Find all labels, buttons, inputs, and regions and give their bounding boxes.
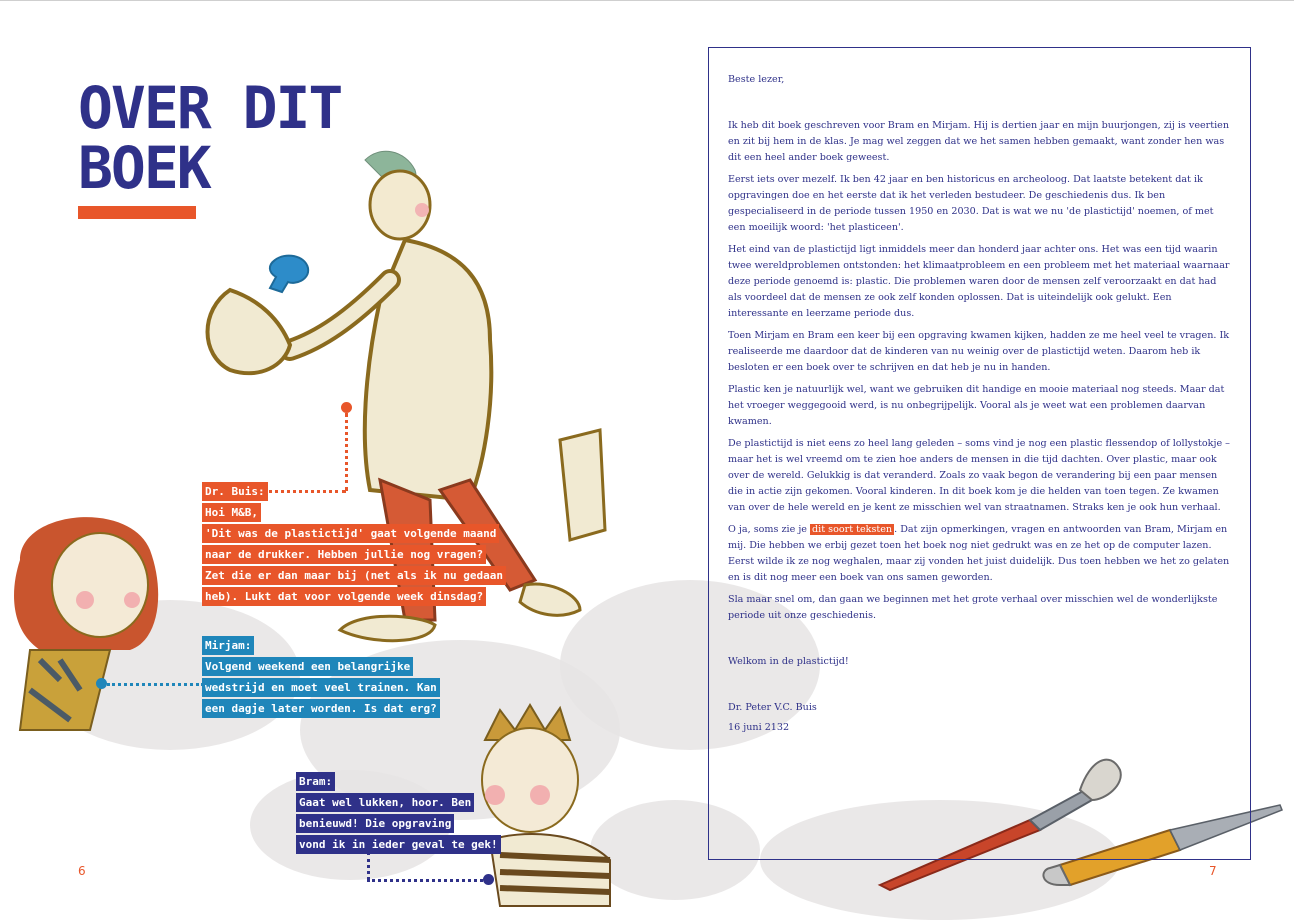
letter-body bbox=[728, 72, 1233, 742]
para-text: O ja, soms zie je bbox=[728, 524, 811, 535]
buis-connector-vertical bbox=[345, 413, 348, 491]
letter-date: 16 juni 2132 bbox=[728, 722, 790, 733]
bram-connector-horizontal bbox=[367, 879, 483, 882]
mirjam-connector-horizontal bbox=[107, 683, 204, 686]
letter-signature: Dr. Peter V.C. Buis bbox=[728, 702, 817, 713]
bram-dialogue bbox=[296, 772, 501, 856]
title-underline bbox=[78, 206, 196, 219]
letter-paragraph: Het eind van de plastictijd ligt inmiddels meer dan honderd jaar achter ons. Het was een tijd waarin twee wereldproblemen ontstonden: het klimaatprobleem en een probleem met het materiaal waarnaar deze periode genoemd is: plastic. Die problemen waren door de mensen zelf veroorzaakt en dat had als voordeel dat de mensen ze ook zelf konden oplossen. Dat is uiteindelijk ook gelukt. Een interessante en leerzame periode dus. bbox=[728, 244, 1230, 319]
letter-paragraph: Toen Mirjam en Bram een keer bij een opgraving kwamen kijken, hadden ze me heel veel te vragen. Ik realiseerde me daardoor dat de kinderen van nu weinig over de plastictijd weten. Daarom heb ik besloten er een boek over te schrijven en dat heb je nu in handen. bbox=[728, 330, 1230, 373]
top-rule bbox=[0, 0, 1294, 1]
page-number-left: 6 bbox=[78, 864, 86, 878]
mirjam-connector-dot bbox=[96, 678, 107, 689]
speaker-name: Mirjam: bbox=[202, 636, 254, 655]
mirjam-dialogue bbox=[202, 636, 440, 720]
bram-connector-dot bbox=[483, 874, 494, 885]
letter-paragraph: Plastic ken je natuurlijk wel, want we gebruiken dit handige en mooie materiaal nog steeds. Maar dat het vroeger weggegooid werd, is nu onbegrijpelijk. Vooral als je weet wat een problemen daarvan kwamen. bbox=[728, 384, 1225, 427]
para-text: . Dat zijn opmerkingen, vragen en antwoorden van Bram, Mirjam en mij. Die hebben we erbij gezet toen het boek nog niet gedrukt was en ze het op de computer lazen. Eerst wilde ik ze nog weghalen, maar zij vonden het juist duidelijk. Dus toen hebben we het zo gelaten en is dit nog meer een boek van ons samen geworden. bbox=[728, 524, 1230, 583]
letter-paragraph: Sla maar snel om, dan gaan we beginnen met het grote verhaal over misschien wel de wonderlijkste periode uit onze geschiedenis. bbox=[728, 594, 1218, 621]
letter-paragraph: Eerst iets over mezelf. Ik ben 42 jaar en ben historicus en archeoloog. Dat laatste betekent dat ik opgravingen doe en het eerste dat ik het verleden bestudeer. De geschiedenis dus. Ik ben gespecialiseerd in de periode tussen 1950 en 2030. Dat is wat we nu 'de plastictijd' noemen, of met een moeilijk woord: 'het plasticeen'. bbox=[728, 174, 1214, 233]
dialogue-line: naar de drukker. Hebben jullie nog vragen? bbox=[202, 545, 486, 564]
dialogue-line: een dagje later worden. Is dat erg? bbox=[202, 699, 440, 718]
dialogue-line: Gaat wel lukken, hoor. Ben bbox=[296, 793, 474, 812]
dialogue-line: wedstrijd en moet veel trainen. Kan bbox=[202, 678, 440, 697]
speaker-name: Bram: bbox=[296, 772, 335, 791]
bram-connector-vertical bbox=[367, 852, 370, 880]
dialogue-line: Hoi M&B, bbox=[202, 503, 261, 522]
dialogue-line: heb). Lukt dat voor volgende week dinsdag? bbox=[202, 587, 486, 606]
dialogue-line: vond ik in ieder geval te gek! bbox=[296, 835, 501, 854]
letter-paragraph-comments bbox=[728, 522, 1233, 586]
page-number-right: 7 bbox=[1209, 864, 1217, 878]
letter-closing: Welkom in de plastictijd! bbox=[728, 656, 849, 667]
speaker-name: Dr. Buis: bbox=[202, 482, 268, 501]
dialogue-line: Volgend weekend een belangrijke bbox=[202, 657, 413, 676]
letter-paragraph: De plastictijd is niet eens zo heel lang geleden – soms vind je nog een plastic flessendop of lollystokje – maar het is wel vreemd om te zien hoe anders de mensen in die tijd dachten. Over plastic, maar ook over de wereld. Gelukkig is dat veranderd. Zoals zo vaak begon de verandering bij een paar mensen die in actie zijn gekomen. Vooral kinderen. In dit boek kom je die helden van toen tegen. Ze kwamen van over de hele wereld en je kent ze misschien wel van straatnamen. Straks ken je ook hun verhaal. bbox=[728, 438, 1230, 513]
letter-paragraph: Ik heb dit boek geschreven voor Bram en Mirjam. Hij is dertien jaar en mijn buurjongen, zij is veertien en zit bij hem in de klas. Je mag wel zeggen dat we het samen hebben gemaakt, want zonder hen was dit een heel ander boek geweest. bbox=[728, 120, 1230, 163]
dialogue-line: Zet die er dan maar bij (net als ik nu gedaan bbox=[202, 566, 506, 585]
buis-dialogue bbox=[202, 482, 506, 608]
dialogue-line: 'Dit was de plastictijd' gaat volgende maand bbox=[202, 524, 499, 543]
dialogue-line: benieuwd! Die opgraving bbox=[296, 814, 454, 833]
title-line-2: BOEK bbox=[78, 134, 210, 202]
title-line-1: OVER DIT bbox=[78, 74, 342, 142]
buis-connector-dot bbox=[341, 402, 352, 413]
letter-greeting: Beste lezer, bbox=[728, 74, 785, 85]
mirjam-illustration bbox=[0, 500, 170, 730]
highlight-sample: dit soort teksten bbox=[812, 524, 893, 535]
